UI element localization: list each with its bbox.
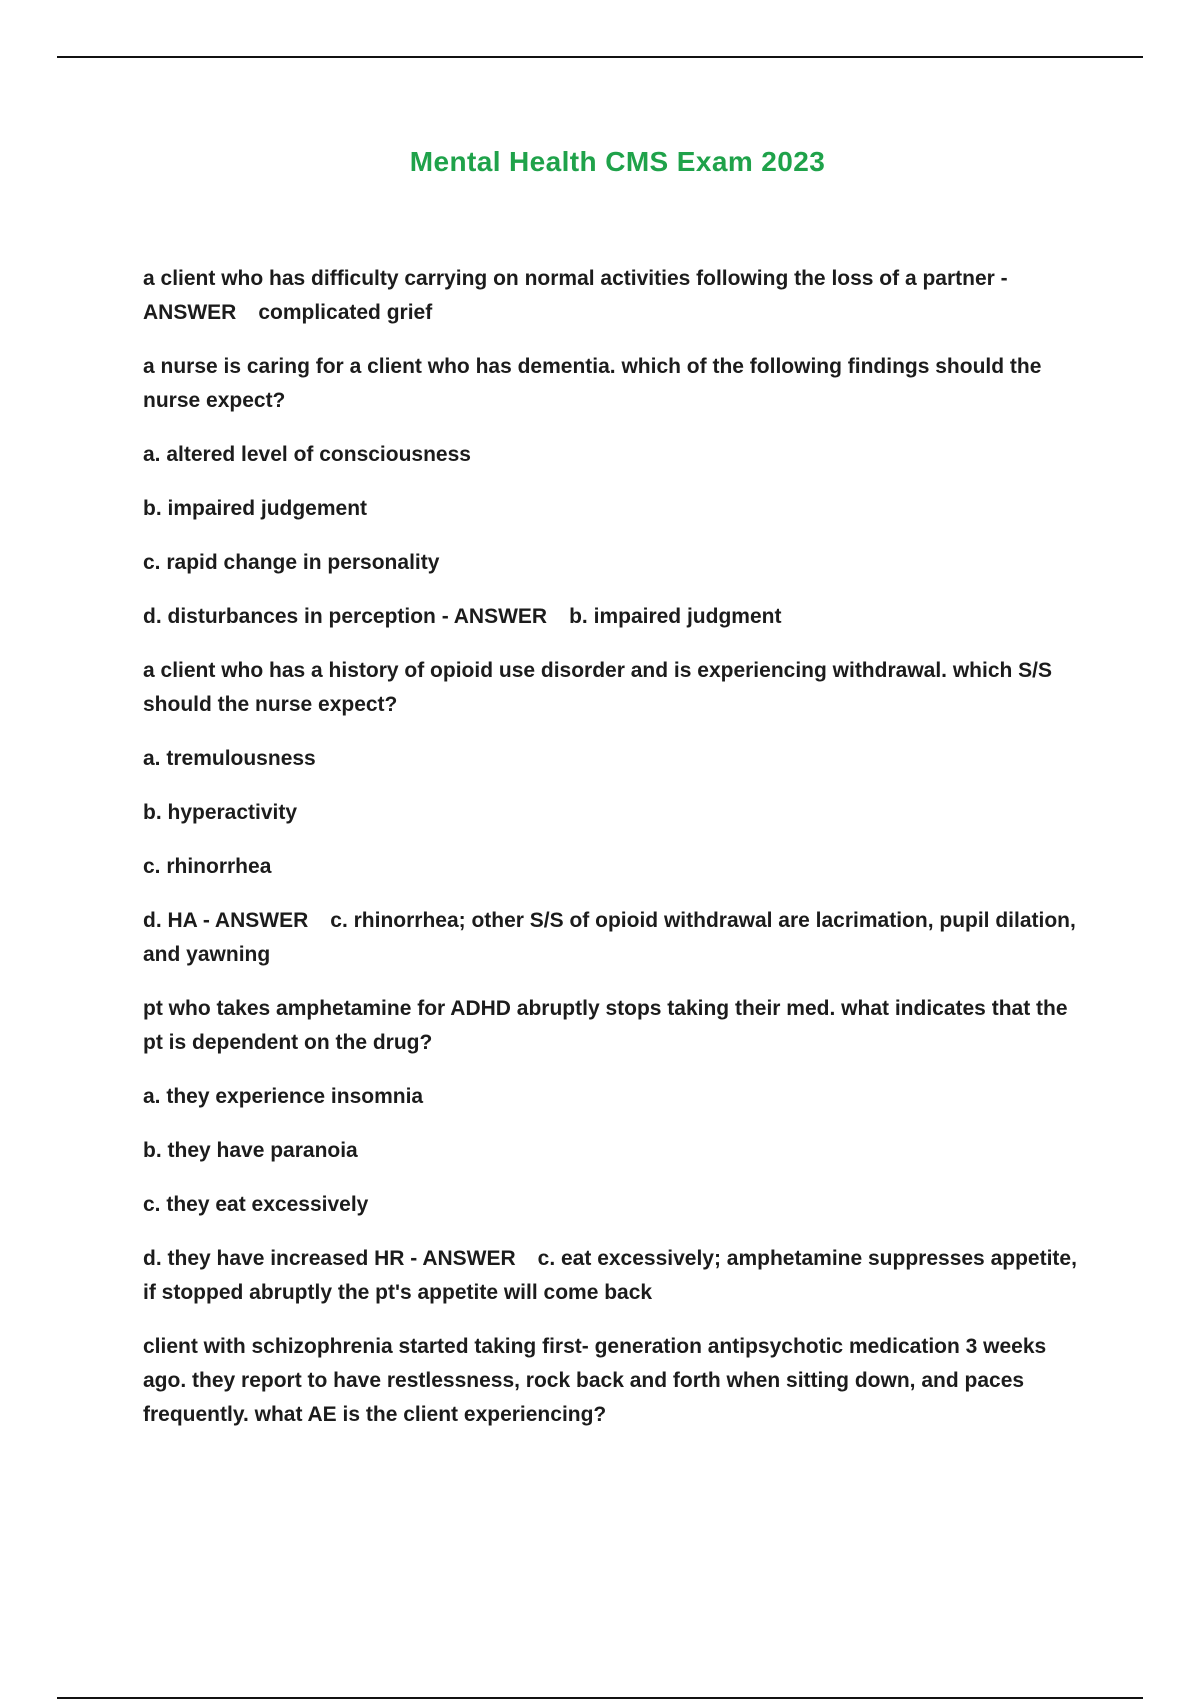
option-text: a. tremulousness	[143, 747, 316, 770]
option-paragraph	[143, 438, 1093, 472]
option-paragraph	[143, 796, 1093, 830]
question-text: a client who has a history of opioid use disorder and is experiencing withdrawal. which S/S should the nurse expect?	[143, 659, 1053, 716]
option-paragraph	[143, 1242, 1093, 1310]
option-text: c. rapid change in personality	[143, 551, 440, 574]
option-text: b. they have paranoia	[143, 1139, 358, 1162]
question-paragraph	[143, 1330, 1093, 1432]
option-paragraph	[143, 1134, 1093, 1168]
question-paragraph	[143, 654, 1093, 722]
option-paragraph	[143, 546, 1093, 580]
option-paragraph	[143, 1080, 1093, 1114]
question-text: pt who takes amphetamine for ADHD abruptly stops taking their med. what indicates that the pt is dependent on the drug?	[143, 997, 1068, 1054]
option-text: a. altered level of consciousness	[143, 443, 471, 466]
document-body	[143, 262, 1093, 1452]
option-paragraph	[143, 742, 1093, 776]
option-text: b. impaired judgement	[143, 497, 368, 520]
answer-text: c. rhinorrhea; other S/S of opioid withdrawal are lacrimation, pupil dilation, and yawning	[143, 909, 1076, 966]
question-paragraph	[143, 992, 1093, 1060]
option-text: d. disturbances in perception - ANSWER	[143, 605, 548, 628]
option-text: a. they experience insomnia	[143, 1085, 424, 1108]
document-title: Mental Health CMS Exam 2023	[409, 146, 826, 177]
question-text: a nurse is caring for a client who has dementia. which of the following findings should the nurse expect?	[143, 355, 1042, 412]
option-paragraph	[143, 850, 1093, 884]
question-paragraph	[143, 350, 1093, 418]
option-paragraph	[143, 600, 1093, 634]
option-text: b. hyperactivity	[143, 801, 298, 824]
option-text: c. they eat excessively	[143, 1193, 369, 1216]
answer-text: complicated grief	[258, 301, 433, 324]
option-text: d. HA - ANSWER	[143, 909, 309, 932]
question-paragraph	[143, 262, 1093, 330]
bottom-rule	[57, 1697, 1143, 1699]
top-rule	[57, 56, 1143, 58]
question-text: a client who has difficulty carrying on normal activities following the loss of a partner - ANSWER	[143, 267, 1008, 324]
question-text: client with schizophrenia started taking first- generation antipsychotic medication 3 weeks ago. they report to have restlessness, rock back and forth when sitting down, and paces frequently. what AE is the client experiencing?	[143, 1335, 1047, 1426]
option-paragraph	[143, 492, 1093, 526]
option-text: d. they have increased HR - ANSWER	[143, 1247, 516, 1270]
option-paragraph	[143, 904, 1093, 972]
option-paragraph	[143, 1188, 1093, 1222]
option-text: c. rhinorrhea	[143, 855, 272, 878]
answer-text: b. impaired judgment	[569, 605, 782, 628]
answer-text: c. eat excessively; amphetamine suppresses appetite, if stopped abruptly the pt's appetite will come back	[143, 1247, 1077, 1304]
